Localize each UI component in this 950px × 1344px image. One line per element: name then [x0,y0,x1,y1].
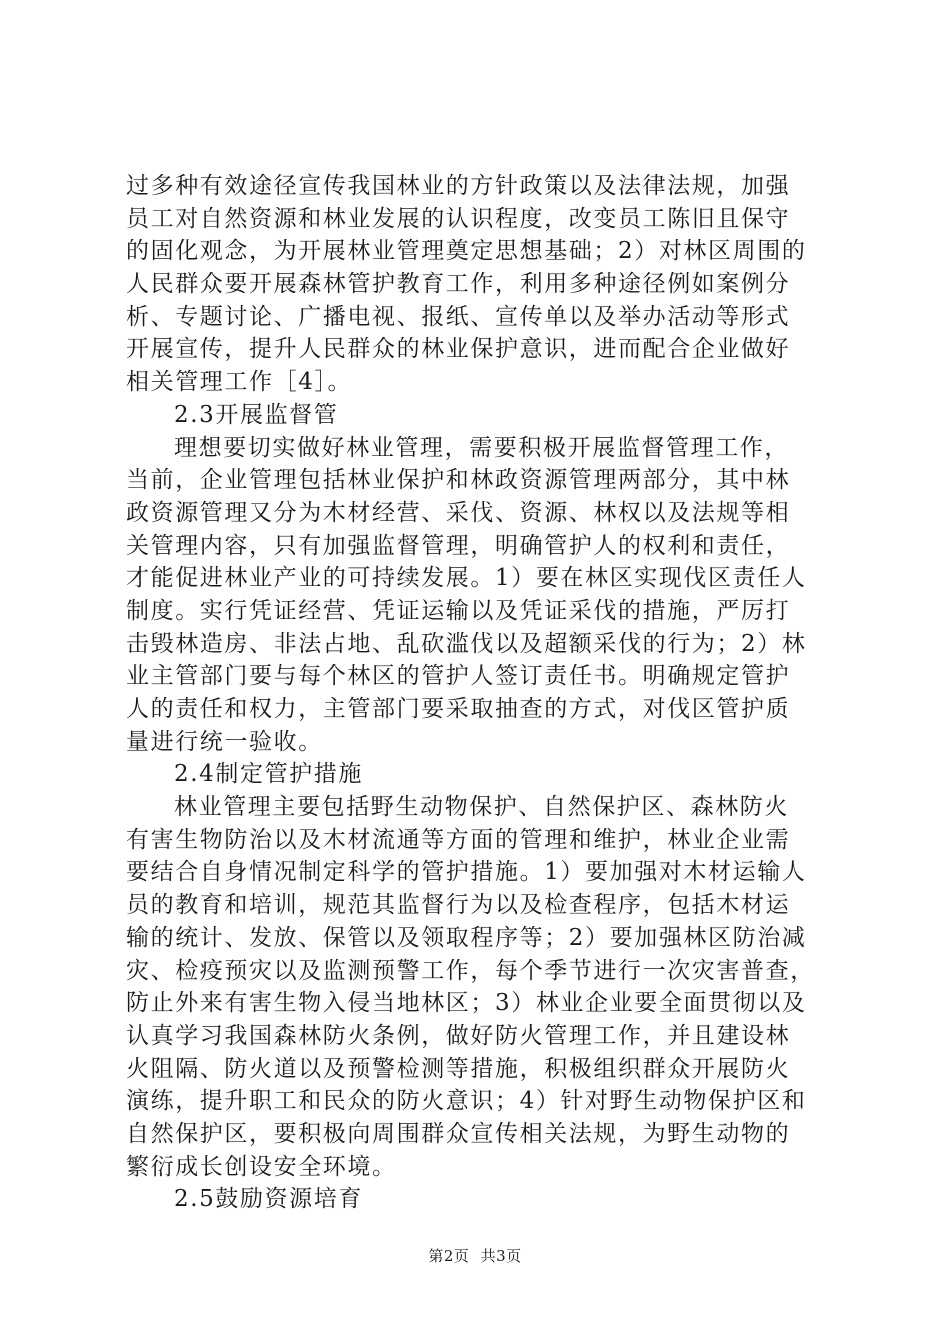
text-line: 要结合自身情况制定科学的管护措施。1）要加强对木材运输人 [126,859,807,886]
page-footer [0,1245,950,1266]
text-line: 理想要切实做好林业管理，需要积极开展监督管理工作， [174,434,789,461]
text-line: 人的责任和权力，主管部门要采取抽查的方式，对伐区管护质 [126,696,791,722]
text-line: 防止外来有害生物入侵当地林区；3）林业企业要全面贯彻以及 [126,990,807,1017]
document-body [126,170,846,1216]
text-line: 繁衍成长创设安全环境。 [126,1153,397,1180]
text-line: 政资源管理又分为木材经营、采伐、资源、林权以及法规等相 [126,499,791,526]
text-line: 析、专题讨论、广播电视、报纸、宣传单以及举办活动等形式 [126,303,791,330]
text-line: 的固化观念，为开展林业管理奠定思想基础；2）对林区周围的 [126,238,807,265]
text-line: 当前，企业管理包括林业保护和林政资源管理两部分，其中林 [126,467,791,494]
text-line: 火阻隔、防火道以及预警检测等措施，积极组织群众开展防火 [126,1055,791,1082]
text-line: 员工对自然资源和林业发展的认识程度，改变员工陈旧且保守 [126,205,791,232]
section-heading: 2.5鼓励资源培育 [174,1186,363,1213]
text-line: 自然保护区，要积极向周围群众宣传相关法规，为野生动物的 [126,1120,791,1147]
text-line: 击毁林造房、非法占地、乱砍滥伐以及超额采伐的行为；2）林 [126,630,807,657]
text-line: 过多种有效途径宣传我国林业的方针政策以及法律法规，加强 [126,173,791,199]
text-line: 关管理内容，只有加强监督管理，明确管护人的权利和责任， [126,532,791,559]
text-line: 输的统计、发放、保管以及领取程序等；2）要加强林区防治减 [126,924,807,951]
section-heading: 2.3开展监督管 [174,401,339,428]
text-line: 相关管理工作［4］。 [126,369,353,396]
text-line: 开展宣传，提升人民群众的林业保护意识，进而配合企业做好 [126,336,791,363]
text-line: 有害生物防治以及木材流通等方面的管理和维护，林业企业需 [126,826,791,853]
text-line: 业主管部门要与每个林区的管护人签订责任书。明确规定管护 [126,663,791,690]
text-line: 灾、检疫预灾以及监测预警工作，每个季节进行一次灾害普查， [126,957,815,984]
page-number: 第2页 [428,1247,470,1265]
text-line: 才能促进林业产业的可持续发展。1）要在林区实现伐区责任人 [126,565,807,592]
text-line: 认真学习我国森林防火条例，做好防火管理工作，并且建设林 [126,1022,791,1049]
text-line: 量进行统一验收。 [126,728,323,755]
section-heading: 2.4制定管护措施 [174,761,363,788]
page-total: 共3页 [480,1247,522,1265]
text-line: 人民群众要开展森林管护教育工作，利用多种途径例如案例分 [126,271,791,298]
text-line: 制度。实行凭证经营、凭证运输以及凭证采伐的措施，严厉打 [126,597,791,624]
text-line: 演练，提升职工和民众的防火意识；4）针对野生动物保护区和 [126,1088,807,1115]
text-line: 员的教育和培训，规范其监督行为以及检查程序，包括木材运 [126,892,791,919]
text-line: 林业管理主要包括野生动物保护、自然保护区、森林防火 [174,794,789,821]
